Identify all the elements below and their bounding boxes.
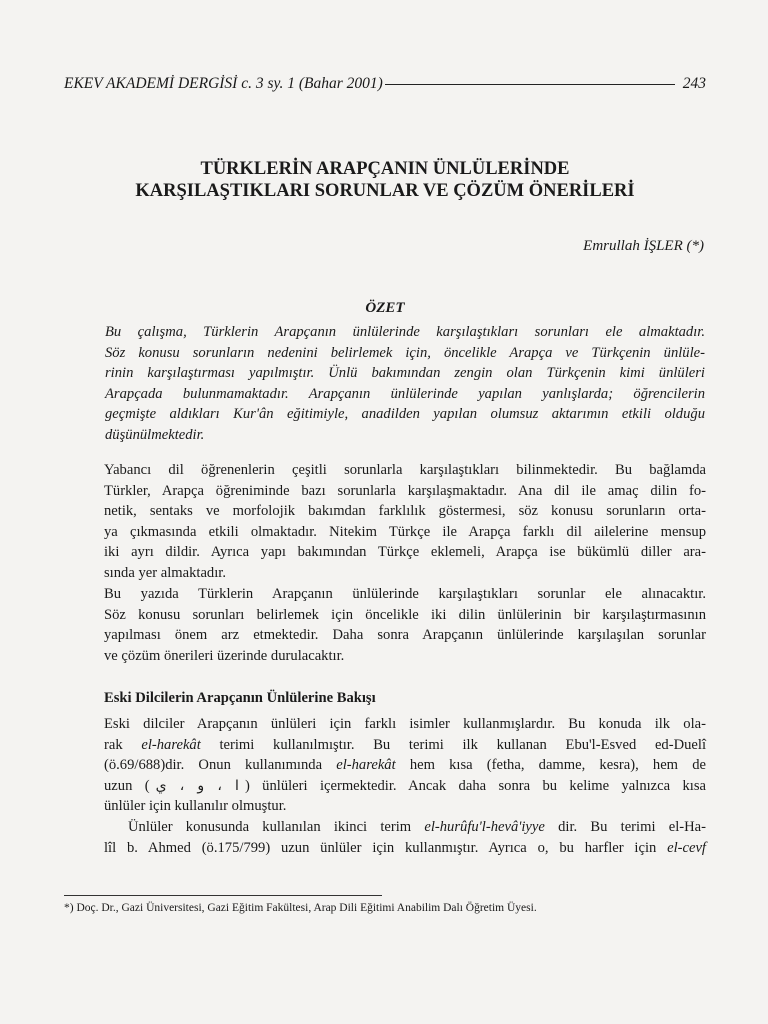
author-name: Emrullah İŞLER (*) — [583, 238, 704, 254]
abstract-line: Arapçada bulunmamaktadır. Arapçanın ünlülerinde yapılan yanlışlarda; öğrencilerin — [105, 385, 705, 402]
page-number: 243 — [682, 75, 706, 92]
body-line — [104, 776, 706, 797]
text-run: uzun ( — [104, 777, 150, 794]
body-line: Türkler, Arapça öğreniminde bazı sorunlarla karşılaşmaktadır. Ana dil ile amaç dilin fo- — [104, 482, 706, 499]
body-line: Bu yazıda Türklerin Arapçanın ünlülerinde karşılaştıkları sorunlar ele alınacaktır. — [104, 586, 706, 602]
section-body — [104, 714, 706, 858]
body-line: Eski dilciler Arapçanın ünlüleri için farklı isimler kullanmışlardır. Bu konuda ilk ola- — [104, 716, 706, 732]
title-line-2: KARŞILAŞTIKLARI SORUNLAR VE ÇÖZÜM ÖNERİLERİ — [135, 181, 635, 201]
text-run: Ünlüler konusunda kullanılan ikinci terim — [128, 818, 425, 835]
body-line: ya çıkmasında etkili olmaktadır. Nitekim Türkçe ile Arapça farklı dil ailelerine mensup — [104, 523, 706, 540]
body-line: iki ayrı dildir. Ayrıca yapı bakımından Türkçe eklemeli, Arapça ise bükümlü diller ara- — [104, 544, 706, 561]
text-run: rak — [104, 736, 142, 753]
paragraph-2 — [104, 584, 706, 666]
abstract-text — [105, 322, 705, 446]
text-run: dir. Bu terimi el-Ha- — [544, 818, 706, 835]
header-rule — [385, 84, 675, 85]
paragraph-1 — [104, 460, 706, 584]
footnote: *) Doç. Dr., Gazi Üniversitesi, Gazi Eğitim Fakültesi, Arap Dili Eğitimi Anabilim Dalı Öğretim Üyesi. — [64, 902, 537, 914]
arabic-long-vowels: ا ، و ، ي — [155, 777, 239, 794]
section-heading: Eski Dilcilerin Arapçanın Ünlülerine Bakışı — [104, 690, 376, 706]
body-line: yapılması önem arz etmektedir. Daha sonra Arapçanın ünlülerinde karşılaşılan sorunlar — [104, 627, 706, 644]
text-run: terimi kullanılmıştır. Bu terimi ilk kullanan Ebu'l-Esved ed-Duelî — [200, 736, 706, 753]
abstract-line: rinin karşılaştırması yapılmıştır. Ünlü bakımından zengin olan Türkçenin kimi ünlüleri — [105, 365, 705, 382]
body-line — [104, 817, 706, 838]
abstract-line: geçmişte aldıkları Kur'ân eğitimiyle, anadilden yapılan olumsuz aktarımın etkili olduğu — [105, 406, 705, 423]
text-run: lîl b. Ahmed (ö.175/799) uzun ünlüler için kullanmıştır. Ayrıca o, bu harfler için — [104, 839, 668, 856]
abstract-heading: ÖZET — [365, 300, 405, 316]
abstract-line: düşünülmektedir. — [105, 426, 205, 443]
term-el-huruf: el-hurûfu'l-hevâ'iyye — [424, 818, 545, 835]
footnote-rule — [64, 895, 382, 896]
text-run: (ö.69/688)dir. Onun kullanımında — [104, 757, 337, 774]
article-title — [64, 158, 706, 202]
body-line — [104, 838, 706, 859]
abstract-line: Söz konusu sorunların nedenini belirlemek için, öncelikle Arapça ve Türkçenin ünlüle- — [105, 344, 705, 361]
text-run: ) ünlüleri içermektedir. Ancak daha sonra bu kelime yalnızca kısa — [244, 777, 706, 794]
body-line — [104, 735, 706, 756]
abstract-line: Bu çalışma, Türklerin Arapçanın ünlülerinde karşılaştıkları sorunları ele almaktadır. — [105, 324, 705, 340]
title-line-1: TÜRKLERİN ARAPÇANIN ÜNLÜLERİNDE — [200, 159, 570, 179]
body-line: ünlüler için kullanılır olmuştur. — [104, 798, 287, 815]
body-line — [104, 755, 706, 776]
body-line: sında yer almaktadır. — [104, 564, 226, 581]
running-header — [64, 74, 706, 94]
body-line: ve çözüm önerileri üzerinde durulacaktır. — [104, 647, 345, 664]
term-el-harekat: el-harekât — [141, 736, 201, 753]
text-run: hem kısa (fetha, damme, kesra), hem de — [395, 757, 706, 774]
term-el-harekat: el-harekât — [336, 757, 396, 774]
body-line: netik, sentaks ve morfolojik bakımdan farklılık göstermesi, söz konusu sorunların orta- — [104, 503, 706, 520]
journal-citation: EKEV AKADEMİ DERGİSİ c. 3 sy. 1 (Bahar 2001) — [64, 75, 383, 92]
body-line: Yabancı dil öğrenenlerin çeşitli sorunlarla karşılaştıkları bilinmektedir. Bu bağlamda — [104, 462, 706, 478]
body-line: Söz konusu sorunları belirlemek için öncelikle iki dilin ünlülerinin bir karşılaştırmasının — [104, 606, 706, 623]
term-el-cevf: el-cevf — [667, 839, 706, 856]
